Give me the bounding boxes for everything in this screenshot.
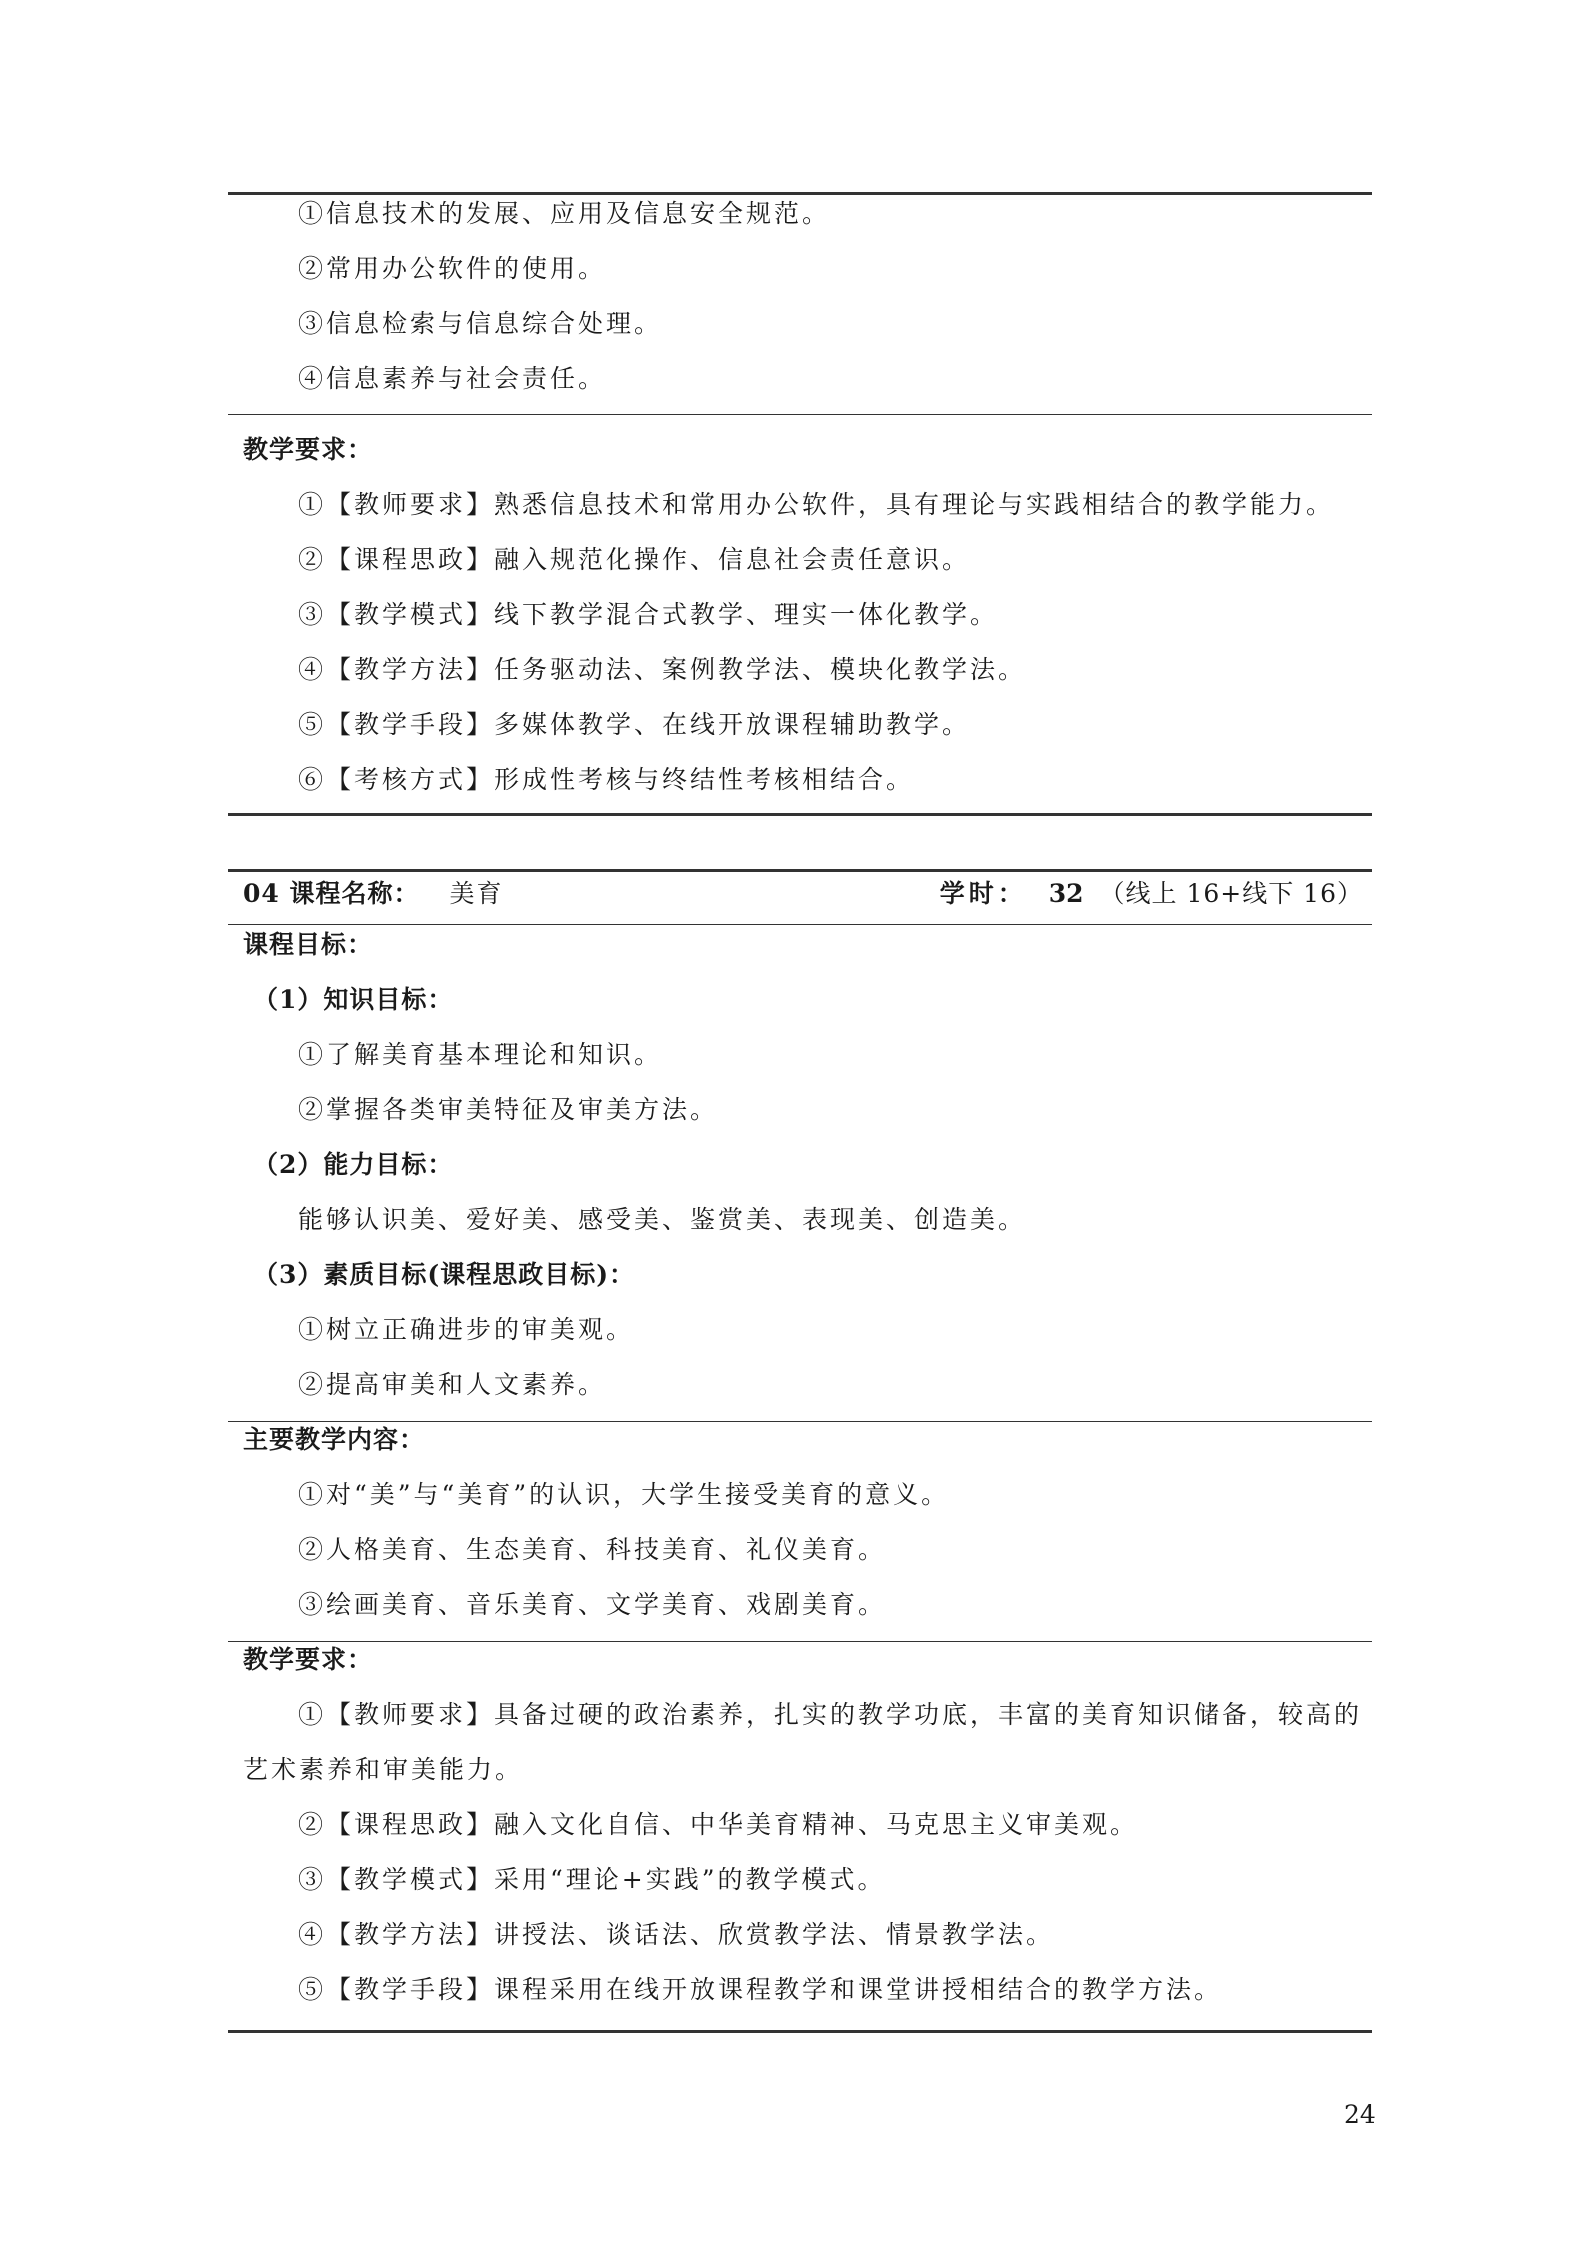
requirement-item: ①【教师要求】熟悉信息技术和常用办公软件，具有理论与实践相结合的教学能力。 <box>298 490 1335 519</box>
requirement-item: ③【教学模式】采用“理论+实践”的教学模式。 <box>298 1865 886 1894</box>
ability-item: 能够认识美、爱好美、感受美、鉴赏美、表现美、创造美。 <box>298 1205 1027 1234</box>
content-item: ③绘画美育、音乐美育、文学美育、戏剧美育。 <box>298 1590 887 1619</box>
content-item: ②常用办公软件的使用。 <box>298 254 607 283</box>
course-hours <box>940 874 1363 914</box>
requirement-item: ⑤【教学手段】多媒体教学、在线开放课程辅助教学。 <box>298 710 971 739</box>
ability-heading: （2）能力目标： <box>253 1150 454 1179</box>
top-rule <box>228 192 1372 195</box>
divider <box>228 414 1372 415</box>
hours-detail: （线上 16+线下 16） <box>1099 879 1363 908</box>
content-item: ④信息素养与社会责任。 <box>298 364 607 393</box>
content-item: ②人格美育、生态美育、科技美育、礼仪美育。 <box>298 1535 887 1564</box>
knowledge-heading: （1）知识目标： <box>253 985 454 1014</box>
quality-item: ②提高审美和人文素养。 <box>298 1370 607 1399</box>
content-item: ①信息技术的发展、应用及信息安全规范。 <box>298 199 831 228</box>
requirement-item: ④【教学方法】任务驱动法、案例教学法、模块化教学法。 <box>298 655 1027 684</box>
course-header-top-rule <box>228 869 1372 872</box>
hours-label: 学时： <box>939 879 1027 908</box>
requirement-item: ⑥【考核方式】形成性考核与终结性考核相结合。 <box>298 765 915 794</box>
course-name: 美育 <box>449 879 504 908</box>
requirement-item: ⑤【教学手段】课程采用在线开放课程教学和课堂讲授相结合的教学方法。 <box>298 1975 1223 2004</box>
knowledge-item: ②掌握各类审美特征及审美方法。 <box>298 1095 719 1124</box>
page-number: 24 <box>1344 2100 1376 2129</box>
section-end-rule <box>228 813 1372 816</box>
content-heading: 主要教学内容： <box>243 1425 426 1454</box>
requirement-item: ③【教学模式】线下教学混合式教学、理实一体化教学。 <box>298 600 999 629</box>
content-item: ①对“美”与“美育”的认识，大学生接受美育的意义。 <box>298 1480 950 1509</box>
requirements-heading: 教学要求： <box>243 1645 374 1674</box>
requirements-heading: 教学要求： <box>243 435 374 464</box>
requirement-item: ④【教学方法】讲授法、谈话法、欣赏教学法、情景教学法。 <box>298 1920 1055 1949</box>
quality-item: ①树立正确进步的审美观。 <box>298 1315 635 1344</box>
course-header <box>243 874 1363 914</box>
course-header-bottom-rule <box>228 924 1372 925</box>
hours-value: 32 <box>1048 879 1084 908</box>
course-code-label: 04 课程名称： <box>243 879 420 908</box>
divider <box>228 1641 1372 1642</box>
requirement-item: ①【教师要求】具备过硬的政治素养，扎实的教学功底，丰富的美育知识储备，较高的 <box>298 1700 1363 1729</box>
bottom-rule <box>228 2030 1372 2033</box>
requirement-item: ②【课程思政】融入规范化操作、信息社会责任意识。 <box>298 545 971 574</box>
quality-heading: （3）素质目标(课程思政目标)： <box>253 1260 636 1289</box>
knowledge-item: ①了解美育基本理论和知识。 <box>298 1040 663 1069</box>
goals-heading: 课程目标： <box>243 930 374 959</box>
content-item: ③信息检索与信息综合处理。 <box>298 309 663 338</box>
requirement-item: ②【课程思政】融入文化自信、中华美育精神、马克思主义审美观。 <box>298 1810 1139 1839</box>
requirement-item-continued: 艺术素养和审美能力。 <box>243 1755 524 1784</box>
